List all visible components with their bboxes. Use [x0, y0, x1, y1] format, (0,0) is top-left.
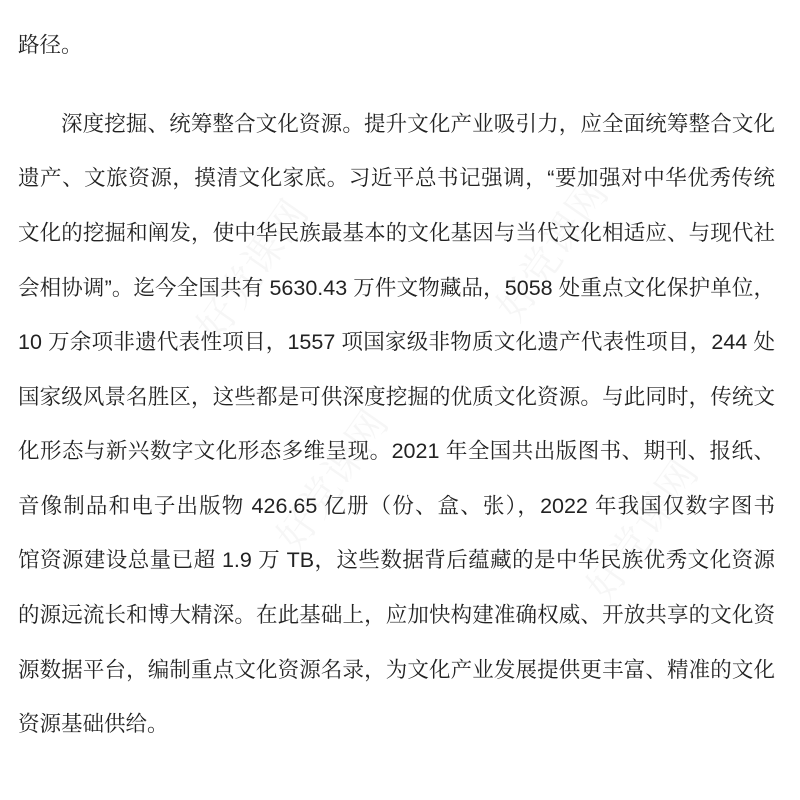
text-line: 深度挖掘、统筹整合文化资源。提升文化产业吸引力，应全面统筹整合文化: [61, 112, 775, 136]
text-line: 路径。: [18, 33, 83, 57]
watermark: [261, 397, 399, 561]
text-line: 化形态与新兴数字文化形态多维呈现。2021 年全国共出版图书、期刊、报纸、: [18, 439, 775, 463]
text-line: 资源基础供给。: [18, 712, 169, 736]
text-line: 遗产、文旅资源，摸清文化家底。习近平总书记强调，“要加强对中华优秀传统: [18, 166, 775, 190]
text-line: 国家级风景名胜区，这些都是可供深度挖掘的优质文化资源。与此同时，传统文: [18, 385, 775, 409]
text-line: 音像制品和电子出版物 426.65 亿册（份、盒、张），2022 年我国仅数字图书: [18, 494, 775, 518]
text-line: 源数据平台，编制重点文化资源名录，为文化产业发展提供更丰富、精准的文化: [18, 658, 775, 682]
text-line: 10 万余项非遗代表性项目，1557 项国家级非物质文化遗产代表性项目，244 处: [18, 330, 775, 354]
text-line: 文化的挖掘和阐发，使中华民族最基本的文化基因与当代文化相适应、与现代社: [18, 221, 775, 245]
text-line: 馆资源建设总量已超 1.9 万 TB，这些数据背后蕴藏的是中华民族优秀文化资源: [18, 548, 775, 572]
watermark: [571, 447, 709, 611]
watermark: [181, 187, 319, 351]
text-line: 的源远流长和博大精深。在此基础上，应加快构建准确权威、开放共享的文化资: [18, 603, 775, 627]
text-line: 会相协调”。迄今全国共有 5630.43 万件文物藏品，5058 处重点文化保护单位，: [18, 276, 775, 300]
